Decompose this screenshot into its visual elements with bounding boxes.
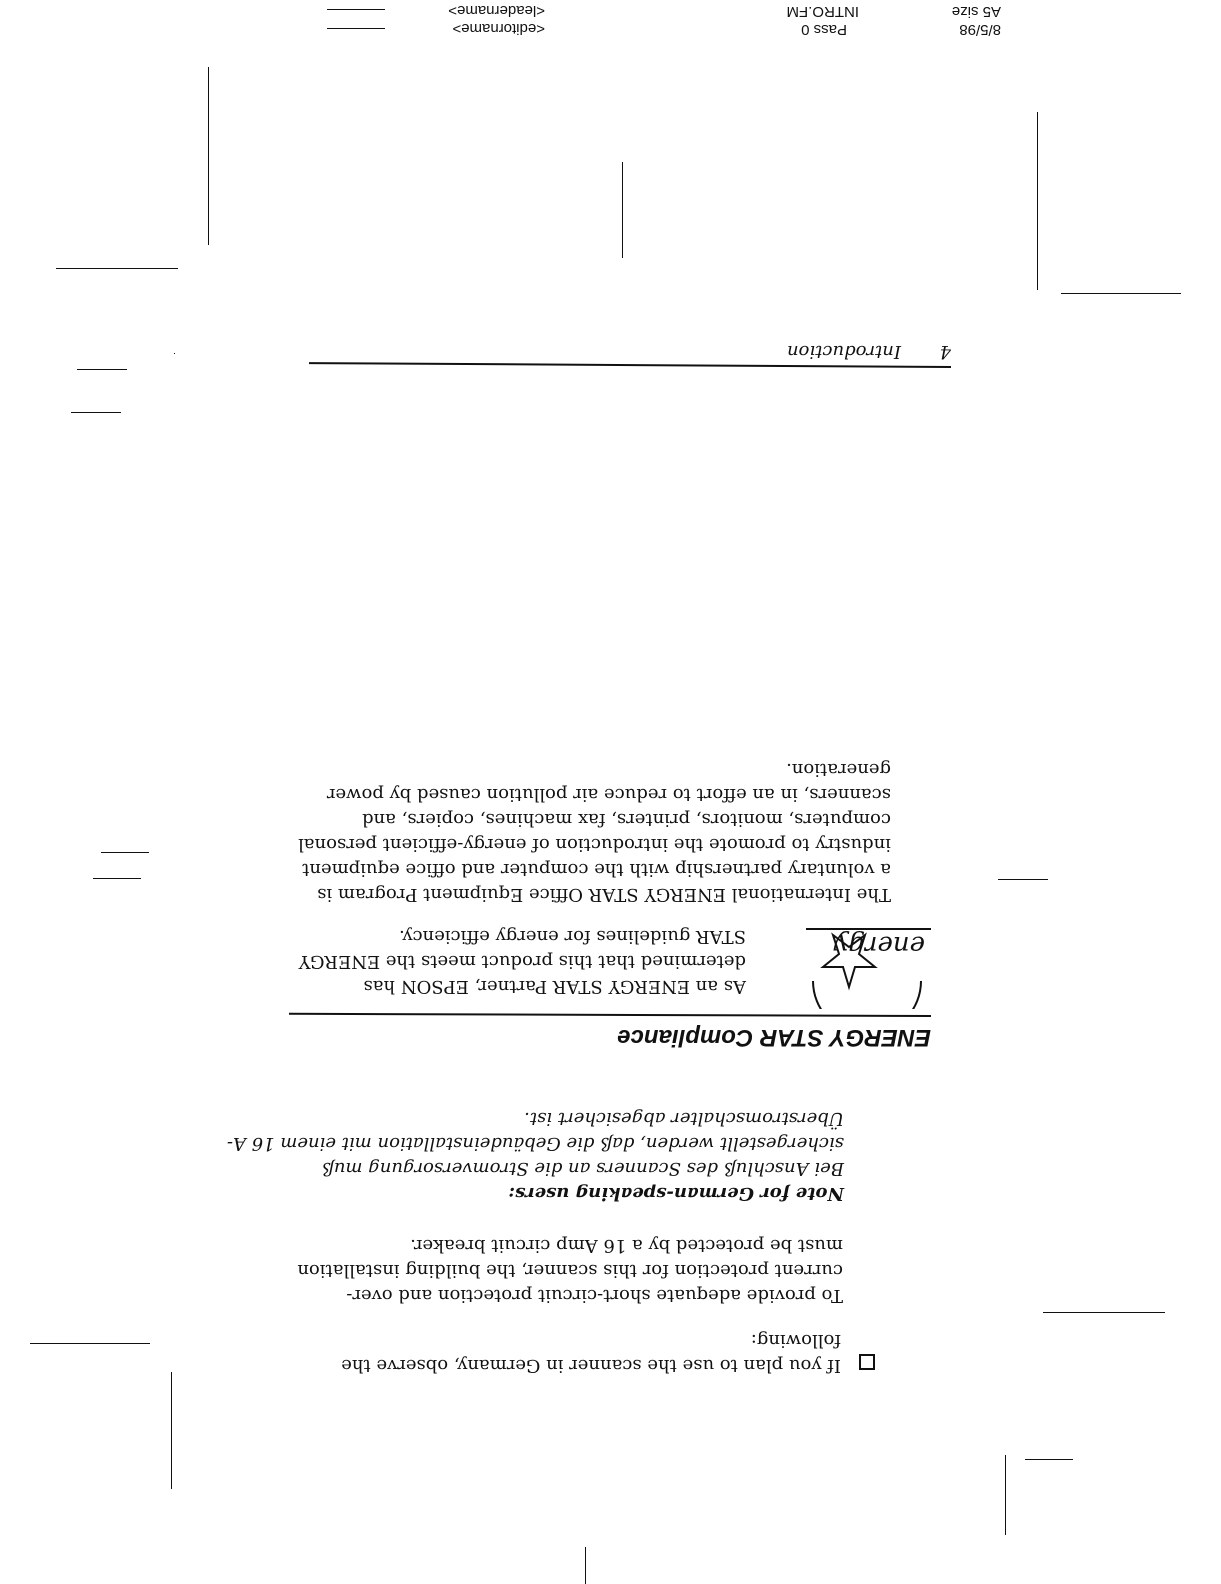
crop-mark: [622, 162, 623, 258]
footer-pass: Pass 0: [801, 21, 847, 38]
crop-mark: [77, 369, 127, 370]
crop-mark: [998, 879, 1048, 880]
energy-star-logo: [806, 914, 931, 1009]
program-line: The International ENERGY STAR Office Equipment Program is: [317, 884, 891, 905]
german-note: [224, 1106, 844, 1206]
partner-line: STAR guidelines for energy efficiency.: [399, 926, 746, 947]
bullet-line: following:: [750, 1330, 841, 1351]
section-rule: [289, 1013, 931, 1017]
crop-mark: [71, 412, 121, 413]
footer-leader: <leadername>: [448, 2, 545, 19]
partner-line: As an ENERGY STAR Partner, EPSON has: [363, 976, 746, 997]
crop-mark: [93, 878, 141, 879]
program-line: generation.: [786, 759, 891, 780]
partner-paragraph: [286, 924, 746, 999]
header-rule: [309, 362, 951, 368]
crop-mark: [1061, 293, 1181, 294]
program-line: scanners, in an effort to reduce air pollution caused by power: [326, 784, 891, 805]
bullet-line: If you plan to use the scanner in Germany, observe the: [341, 1355, 841, 1376]
chapter-title: Introduction: [787, 341, 901, 362]
protection-line: To provide adequate short-circuit protection and over-: [346, 1285, 843, 1306]
energy-star-logo-icon: [806, 914, 931, 1009]
bullet-text: [281, 1328, 841, 1378]
crop-mark: [1037, 112, 1038, 290]
protection-line: must be protected by a 16 Amp circuit breaker.: [410, 1235, 843, 1256]
program-paragraph: [271, 757, 891, 907]
footer-rule: [327, 28, 385, 29]
protection-line: current protection for this scanner, the building installation: [297, 1260, 843, 1281]
crop-mark: [1043, 1312, 1165, 1313]
footer-date: 8/5/98: [959, 21, 1001, 38]
german-note-line: Überstromschalter abgesichert ist.: [524, 1108, 844, 1129]
page-number: 4: [939, 341, 951, 362]
footer-size: A5 size: [951, 3, 1001, 20]
section-title: ENERGY STAR Compliance: [617, 1024, 931, 1051]
crop-mark: [208, 67, 209, 245]
footer-editor: <editorname>: [452, 20, 545, 37]
program-line: computers, monitors, printers, fax machines, copiers, and: [362, 809, 891, 830]
crop-mark: [1005, 1455, 1006, 1535]
footer-rule: [327, 9, 385, 10]
crop-mark: [56, 268, 178, 269]
partner-line: determined that this product meets the ENERGY: [298, 951, 746, 972]
crop-mark: [174, 353, 175, 354]
crop-mark: [100, 1343, 148, 1344]
crop-mark: [1025, 1459, 1073, 1460]
crop-mark: [101, 852, 149, 853]
footer-file: INTRO.FM: [786, 3, 859, 20]
svg-text:energy: energy: [833, 930, 925, 960]
german-note-heading: Note for German-speaking users:: [508, 1183, 844, 1204]
crop-mark: [585, 1547, 586, 1584]
program-line: industry to promote the introduction of energy-efficient personal: [298, 834, 891, 855]
checkbox-icon: [859, 1354, 875, 1370]
program-line: a voluntary partnership with the computer and office equipment: [302, 859, 891, 880]
german-note-line: Bei Anschluß des Scanners an die Stromversorgung muß: [321, 1158, 844, 1179]
protection-paragraph: [243, 1233, 843, 1308]
german-note-line: sichergestellt werden, daß die Gebäudeinstallation mit einem 16 A-: [226, 1133, 844, 1154]
crop-mark: [171, 1372, 172, 1489]
